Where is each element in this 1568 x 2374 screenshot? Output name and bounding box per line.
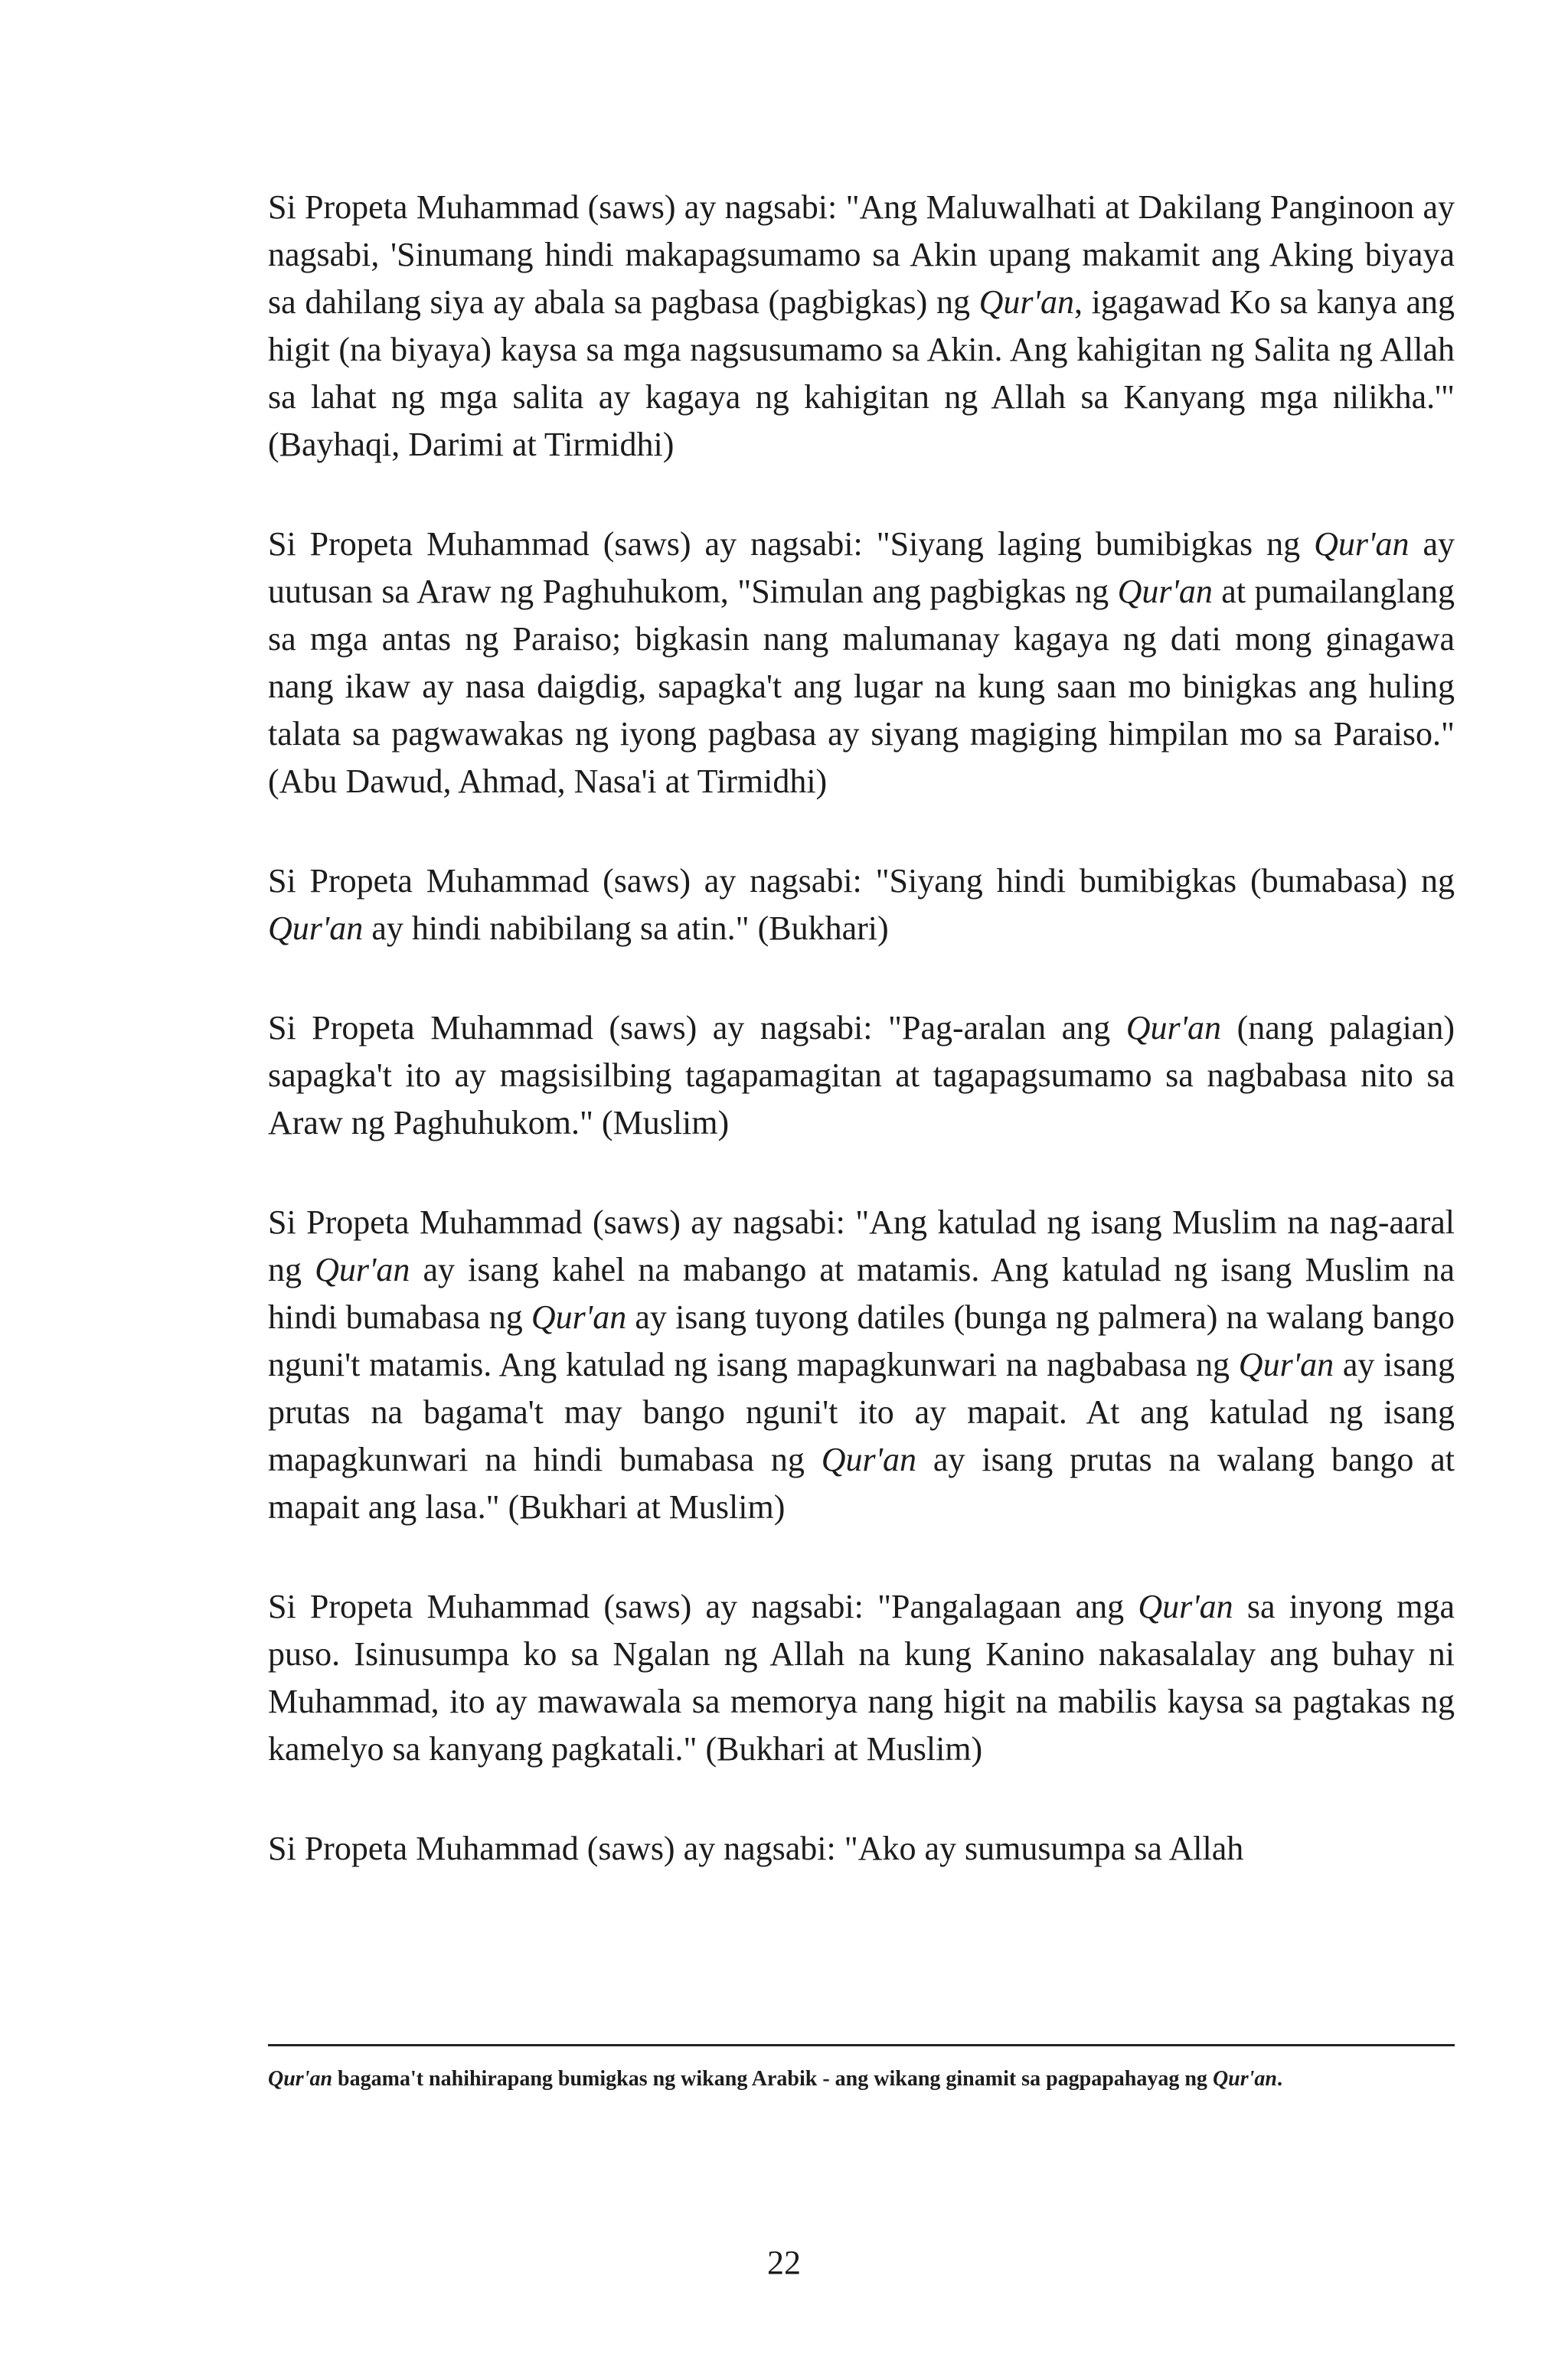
quran-term: Qur'an — [1212, 2067, 1277, 2091]
page-body — [268, 184, 1455, 1925]
paragraph-text: , igagawad Ko sa kanya ang higit (na biyaya) kaysa sa mga nagsusumamo sa Akin. Ang kahigitan ng Salita ng Allah sa lahat ng mga salita ay kagaya ng kahigitan ng Allah sa Kanyang mga nilikha.'" (Bayhaqi, Darimi at Tirmidhi) — [268, 283, 1455, 463]
paragraph-3 — [268, 857, 1455, 952]
quran-term: Qur'an — [531, 1298, 627, 1336]
quran-term: Qur'an — [1138, 1588, 1233, 1625]
paragraph-text: Si Propeta Muhammad (saws) ay nagsabi: "Siyang laging bumibigkas ng — [268, 525, 1315, 563]
footnote — [268, 2063, 1455, 2095]
footnote-text: . — [1276, 2067, 1282, 2091]
paragraph-text: ay uutusan sa Araw ng Paghuhukom, "Simulan ang pagbigkas ng — [268, 525, 1455, 610]
paragraph-text: ay hindi nabibilang sa atin." (Bukhari) — [363, 909, 889, 947]
paragraph-text: sa inyong mga puso. Isinusumpa ko sa Ngalan ng Allah na kung Kanino nakasalalay ang buhay ni Muhammad, ito ay mawawala sa memorya nang higit na mabilis kaysa sa pagtakas ng kamelyo sa kanyang pagkatali." (Bukhari at Muslim) — [268, 1588, 1455, 1768]
quran-term: Qur'an — [315, 1251, 410, 1288]
paragraph-text: ay isang prutas na walang bango at mapait ang lasa." (Bukhari at Muslim) — [268, 1441, 1455, 1526]
paragraph-text: at pumailanglang sa mga antas ng Paraiso; bigkasin nang malumanay kagaya ng dati mong ginagawa nang ikaw ay nasa daigdig, sapagka't ang lugar na kung saan mo binigkas ang huling talata sa pagwawakas ng iyong pagbasa ay siyang magiging himpilan mo sa Paraiso." (Abu Dawud, Ahmad, Nasa'i at Tirmidhi) — [268, 573, 1455, 800]
quran-term: Qur'an — [268, 909, 364, 947]
quran-term: Qur'an — [1117, 573, 1213, 610]
paragraph-text: Si Propeta Muhammad (saws) ay nagsabi: "Pangalagaan ang — [268, 1588, 1138, 1625]
footnote-divider — [268, 2044, 1455, 2046]
paragraph-text: Si Propeta Muhammad (saws) ay nagsabi: "Ang katulad ng isang Muslim na nag-aaral ng — [268, 1203, 1455, 1288]
paragraph-text: Si Propeta Muhammad (saws) ay nagsabi: "Ako ay sumusumpa sa Allah — [268, 1830, 1244, 1867]
paragraph-7 — [268, 1825, 1455, 1873]
paragraph-text: Si Propeta Muhammad (saws) ay nagsabi: "Ang Maluwalhati at Dakilang Panginoon ay nagsabi, 'Sinumang hindi makapagsumamo sa Akin upang makamit ang Aking biyaya sa dahilang siya ay abala sa pagbasa (pagbigkas) ng — [268, 188, 1455, 321]
paragraph-6 — [268, 1583, 1455, 1773]
paragraph-text: Si Propeta Muhammad (saws) ay nagsabi: "Siyang hindi bumibigkas (bumabasa) ng — [268, 862, 1455, 900]
paragraph-1 — [268, 184, 1455, 469]
quran-term: Qur'an — [268, 2067, 333, 2091]
paragraph-text: ay isang kahel na mabango at matamis. Ang katulad ng isang Muslim na hindi bumabasa ng — [268, 1251, 1455, 1336]
quran-term: Qur'an — [1238, 1346, 1334, 1383]
paragraph-5 — [268, 1199, 1455, 1531]
paragraph-2 — [268, 521, 1455, 805]
page-number: 22 — [767, 2244, 801, 2281]
quran-term: Qur'an — [1125, 1009, 1222, 1047]
footnote-text: bagama't nahihirapang bumigkas ng wikang Arabik - ang wikang ginamit sa pagpapahayag ng — [332, 2067, 1213, 2091]
quran-term: Qur'an — [1314, 525, 1410, 563]
paragraph-4 — [268, 1004, 1455, 1147]
quran-term: Qur'an — [821, 1441, 917, 1478]
paragraph-text: Si Propeta Muhammad (saws) ay nagsabi: "Pag-aralan ang — [268, 1009, 1126, 1047]
paragraph-text: (nang palagian) sapagka't ito ay magsisilbing tagapamagitan at tagapagsumamo sa nagbabasa nito sa Araw ng Paghuhukom." (Muslim) — [268, 1009, 1455, 1141]
paragraph-text: ay isang prutas na bagama't may bango nguni't ito ay mapait. At ang katulad ng isang mapagkunwari na hindi bumabasa ng — [268, 1346, 1455, 1478]
paragraph-text: ay isang tuyong datiles (bunga ng palmera) na walang bango nguni't matamis. Ang katulad ng isang mapagkunwari na nagbabasa ng — [268, 1298, 1455, 1383]
quran-term: Qur'an — [978, 283, 1074, 321]
